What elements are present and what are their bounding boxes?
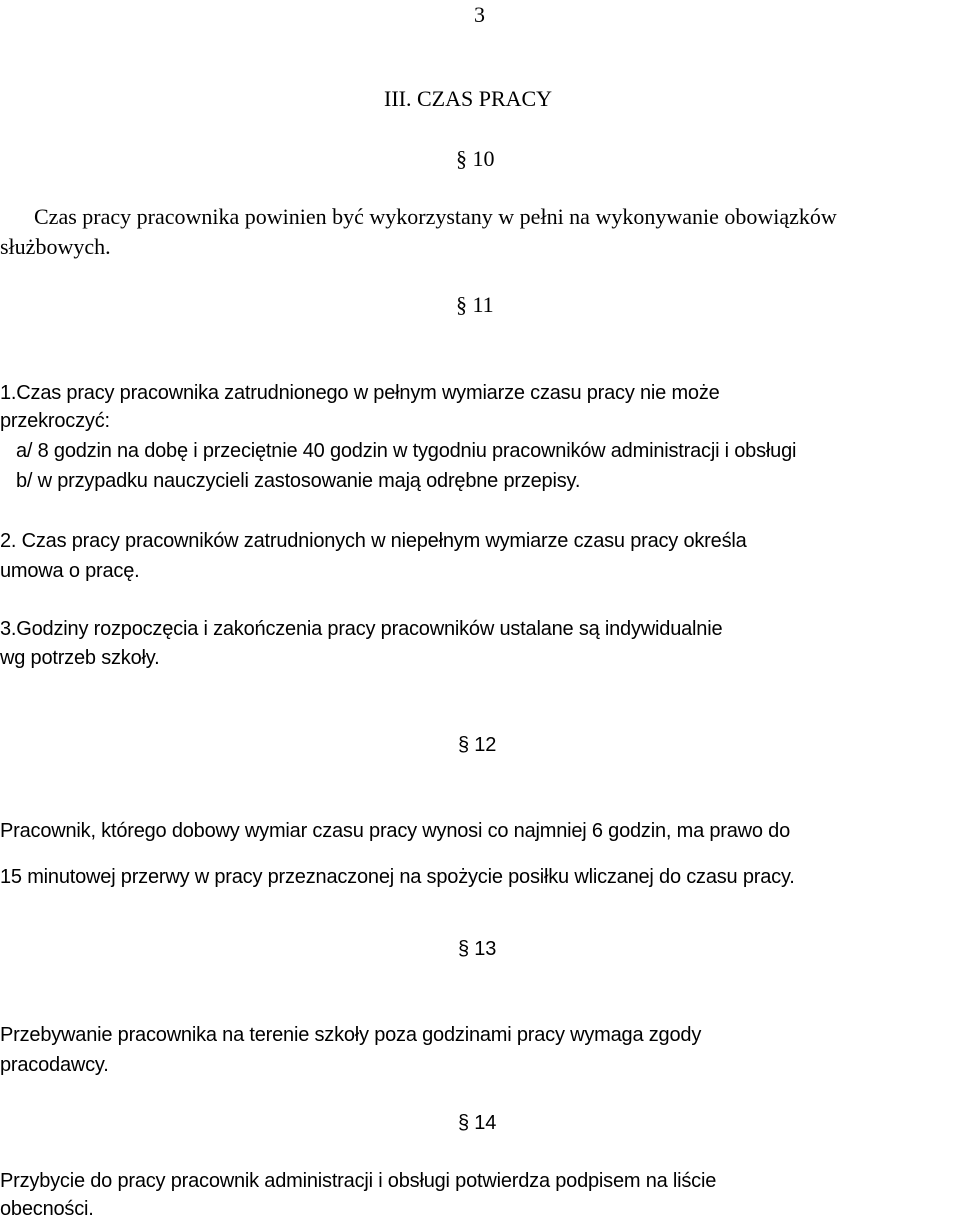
section-14-heading: § 14 [458, 1112, 497, 1134]
section-12-heading: § 12 [458, 734, 497, 756]
section-11-paragraph-2-line-2: umowa o pracę. [0, 560, 140, 582]
section-11-paragraph-1-line-1: 1.Czas pracy pracownika zatrudnionego w pełnym wymiarze czasu pracy nie może [0, 382, 720, 404]
section-10-text-line-1: Czas pracy pracownika powinien być wykorzystany w pełni na wykonywanie obowiązków [34, 204, 837, 229]
section-14-text-line-2: obecności. [0, 1198, 94, 1220]
chapter-title: III. CZAS PRACY [384, 86, 553, 111]
section-13-text-line-1: Przebywanie pracownika na terenie szkoły poza godzinami pracy wymaga zgody [0, 1024, 702, 1046]
section-13-heading: § 13 [458, 938, 497, 960]
section-11-paragraph-2-line-1: 2. Czas pracy pracowników zatrudnionych w niepełnym wymiarze czasu pracy określa [0, 530, 747, 552]
section-12-text-line-1: Pracownik, którego dobowy wymiar czasu pracy wynosi co najmniej 6 godzin, ma prawo do [0, 820, 791, 842]
section-10-text-line-2: służbowych. [0, 234, 111, 259]
section-12-text-line-2: 15 minutowej przerwy w pracy przeznaczonej na spożycie posiłku wliczanej do czasu pracy. [0, 866, 795, 888]
section-11-heading: § 11 [456, 292, 494, 317]
section-11-paragraph-3-line-1: 3.Godziny rozpoczęcia i zakończenia pracy pracowników ustalane są indywidualnie [0, 618, 723, 640]
section-10-heading: § 10 [456, 146, 495, 171]
section-11-paragraph-1-line-2: przekroczyć: [0, 410, 110, 432]
section-11-item-a: a/ 8 godzin na dobę i przeciętnie 40 godzin w tygodniu pracowników administracji i obsługi [16, 440, 797, 462]
section-13-text-line-2: pracodawcy. [0, 1054, 109, 1076]
section-11-paragraph-3-line-2: wg potrzeb szkoły. [0, 647, 160, 669]
section-11-item-b: b/ w przypadku nauczycieli zastosowanie mają odrębne przepisy. [16, 470, 581, 492]
section-14-text-line-1: Przybycie do pracy pracownik administracji i obsługi potwierdza podpisem na liście [0, 1170, 717, 1192]
page-number: 3 [474, 2, 485, 27]
